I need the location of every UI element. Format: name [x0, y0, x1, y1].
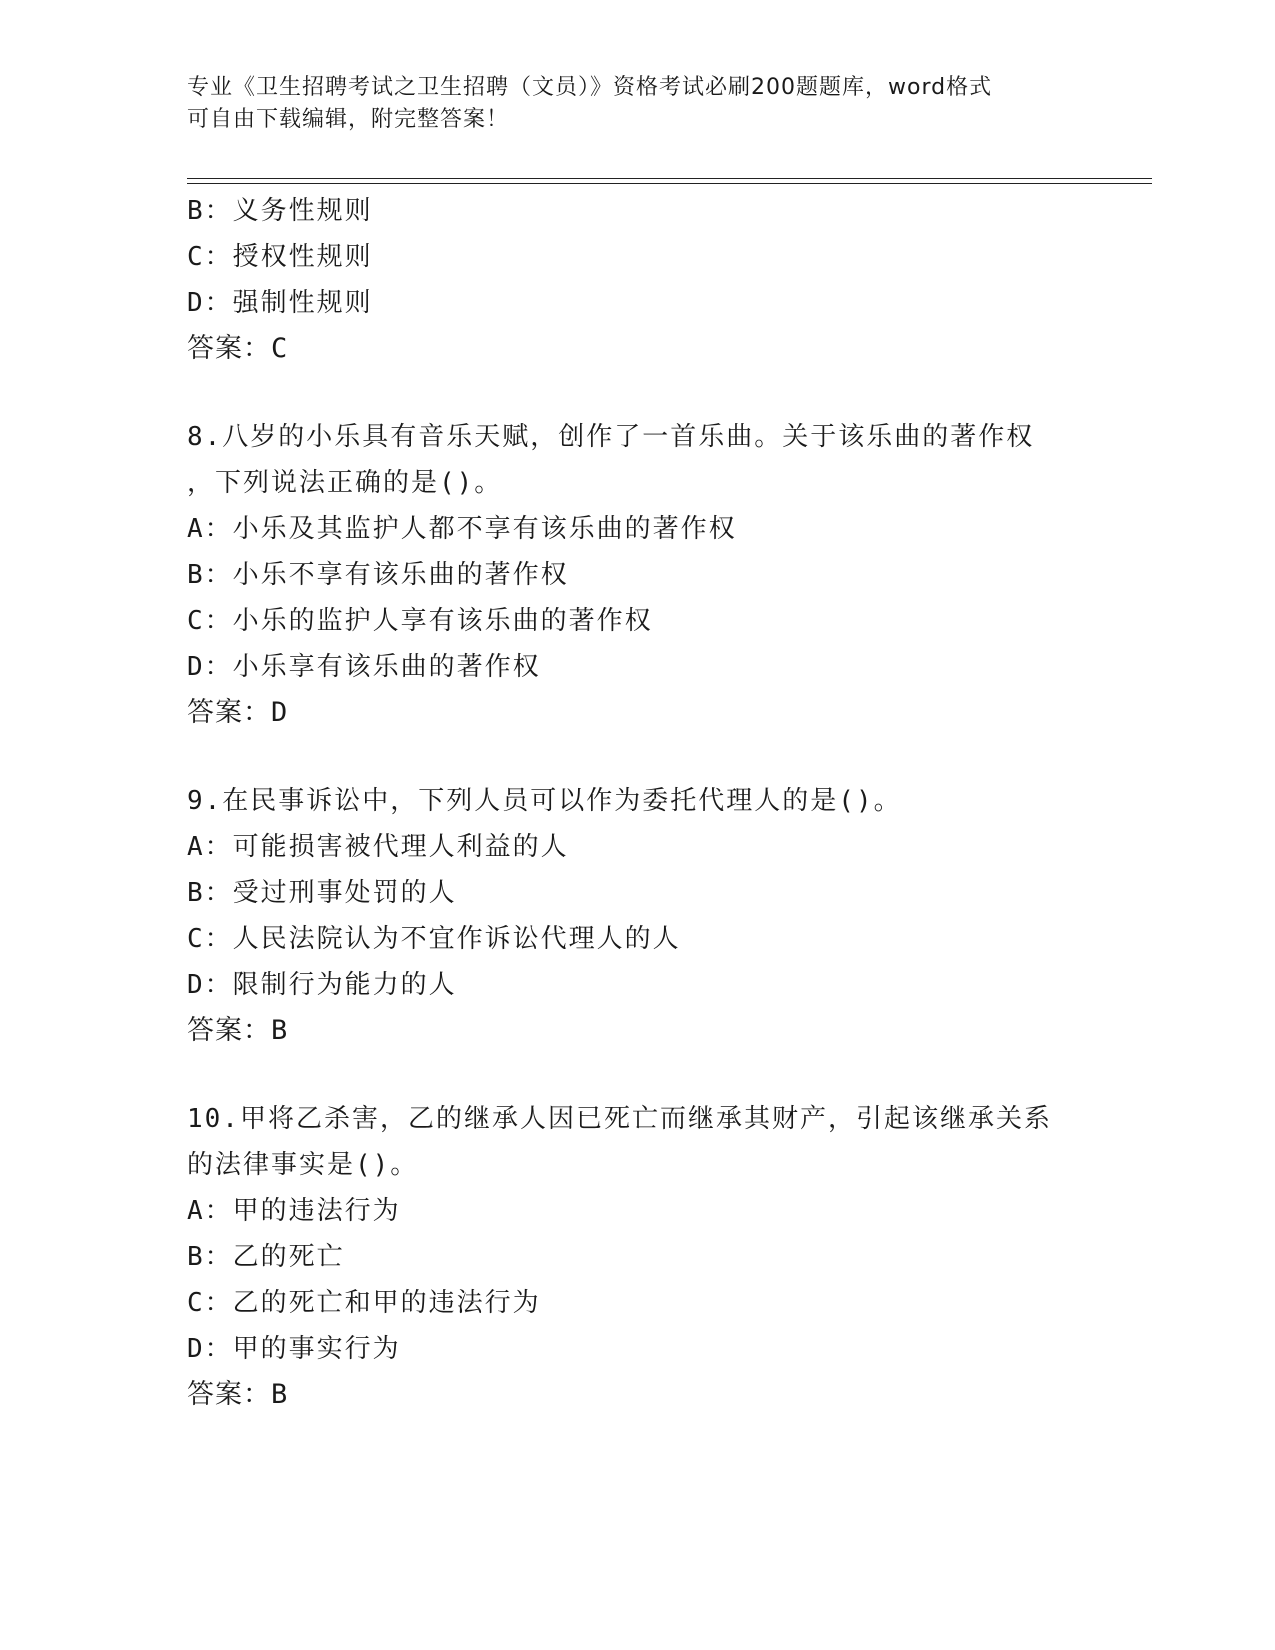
option-a: A：小乐及其监护人都不享有该乐曲的著作权 — [187, 514, 737, 544]
answer-line — [187, 1008, 1087, 1054]
question-9 — [187, 778, 1087, 1054]
option-c: C：小乐的监护人享有该乐曲的著作权 — [187, 606, 653, 636]
answer-value: B — [271, 1379, 289, 1410]
option-c: C：人民法院认为不宜作诉讼代理人的人 — [187, 924, 681, 954]
answer-label: 答案： — [187, 1015, 271, 1046]
option-d: D：甲的事实行为 — [187, 1334, 401, 1364]
question-stem-line-1: 8.八岁的小乐具有音乐天赋，创作了一首乐曲。关于该乐曲的著作权 — [187, 422, 1035, 452]
answer-label: 答案： — [187, 697, 271, 728]
answer-line — [187, 326, 1087, 372]
option-c: C：授权性规则 — [187, 242, 373, 272]
header-title-line-1: 专业《卫生招聘考试之卫生招聘（文员）》资格考试必刷200题题库，word格式 — [187, 75, 993, 100]
answer-value: B — [271, 1015, 289, 1046]
question-7 — [187, 188, 1087, 372]
option-c: C：乙的死亡和甲的违法行为 — [187, 1288, 541, 1318]
header-divider-bottom — [187, 183, 1152, 184]
question-stem-line-1: 9.在民事诉讼中，下列人员可以作为委托代理人的是()。 — [187, 786, 902, 816]
answer-line — [187, 690, 1087, 736]
option-d: D：强制性规则 — [187, 288, 373, 318]
option-d: D：限制行为能力的人 — [187, 970, 457, 1000]
question-stem-line-1: 10.甲将乙杀害，乙的继承人因已死亡而继承其财产，引起该继承关系 — [187, 1104, 1052, 1134]
option-a: A：可能损害被代理人利益的人 — [187, 832, 569, 862]
header-divider-top — [187, 178, 1152, 179]
answer-value: D — [271, 697, 289, 728]
answer-label: 答案： — [187, 1379, 271, 1410]
question-stem-line-2: 的法律事实是()。 — [187, 1150, 419, 1180]
answer-value: C — [271, 333, 289, 364]
question-spacer — [187, 736, 1087, 778]
question-stem-line-2: ，下列说法正确的是()。 — [187, 468, 503, 498]
option-b: B：小乐不享有该乐曲的著作权 — [187, 560, 569, 590]
header-title-line-2: 可自由下载编辑，附完整答案！ — [187, 107, 510, 132]
option-b: B：乙的死亡 — [187, 1242, 345, 1272]
question-list — [187, 188, 1087, 1418]
option-a: A：甲的违法行为 — [187, 1196, 401, 1226]
question-spacer — [187, 372, 1087, 414]
question-8 — [187, 414, 1087, 736]
option-b: B：义务性规则 — [187, 196, 373, 226]
document-header — [187, 72, 1087, 136]
option-b: B：受过刑事处罚的人 — [187, 878, 457, 908]
answer-line — [187, 1372, 1087, 1418]
option-d: D：小乐享有该乐曲的著作权 — [187, 652, 541, 682]
answer-label: 答案： — [187, 333, 271, 364]
question-spacer — [187, 1054, 1087, 1096]
question-10 — [187, 1096, 1087, 1418]
